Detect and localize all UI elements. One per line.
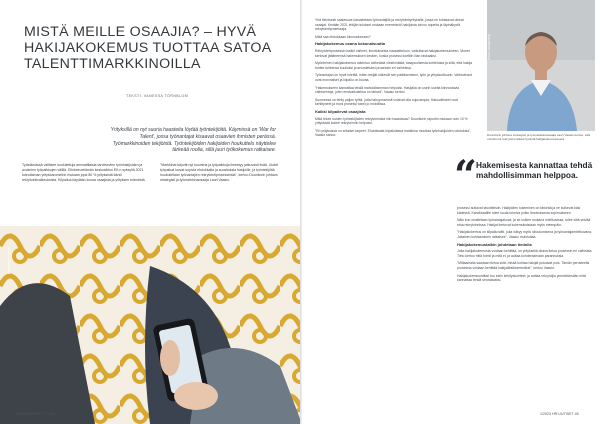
body-paragraph: Myönteinen hakijakokemus rakentuu selkeästä viestinnästä, tasapuolisesta kohtelusta ja siitä, että hakija tuntee tulleensa kuulluksi ja arvostetuksi prosessin eri vaiheissa. [315, 61, 473, 70]
body-paragraph: Rekrytointiprosessin kaikki vaiheet, ilmoituksesta haastatteluun, vaikuttavat hakijakokemukseen. Monet kertovat jättäneensä hakemuksen kesken, koska prosessi koettiin liian raskaaksi. [315, 48, 470, 58]
article-column-1 [315, 18, 475, 141]
portrait-side-label-text: KUVA: DUUNITORI [487, 33, 491, 60]
article-column-2 [457, 206, 593, 286]
footer-right: 1/2023 HR·UUTISET 45 [540, 412, 579, 416]
byline: TEKSTI: VANESSA TÖRNBLOM [126, 94, 188, 98]
body-paragraph: Hakijakokemusmittari tuo esiin kehityskohteet, ja auttaa rekrytoijia ymmärtämään mitä kannattaa tehdä seuraavaksi. [457, 273, 586, 283]
photo-side-label-text: LEIRIKAARI · KUVA [7, 246, 11, 274]
article-title: MISTÄ MEILLE OSAAJIA? – HYVÄ HAKIJAKOKEMUS TUOTTAA SATOA TALENTTIMARKKINOILLA [24, 23, 271, 72]
subheading: Hakijakokemus osana kokonaisuutta [315, 41, 386, 47]
body-paragraph: Yhä tietoisesti saatavuus kasvatetaan työnantajille ja rekrytointiyrityksille, jossa ne kohtaavat oikeat osaajat. Kevään 2021 tekijän tulokset mukaan enemmistö hakijoista toivoo nopeita ja läpinäkyviä rekrytointiprosesseja. [315, 18, 464, 32]
body-paragraph: Jotta hakijakokemusta voidaan kehittää, on yrityksellä oltava tietoa prosessin eri vaiheista. Tieto kertoo mitä toimii ja mitä ei, ja auttaa kohdentamaan parannuksia. [457, 249, 593, 258]
body-paragraph: Suomessa on tehty paljon työtä, jotta hakuprosessit voisivat olla sujuvampia. Hakuvälineet ovat kehittyneet ja moni prosessi toimii jo mobiilissa. [315, 97, 458, 107]
body-paragraph: prosessi auttavat tavoitteisiin. Hakijoiden tukeminen on tärkeää ja ne kulkevat käsi kädessä. Kandidaatille tulee luoda toimiva polku ilmoituksesta sopimukseen. [457, 206, 581, 215]
body-paragraph: "Eri yrityksissä on erilaiset tarpeet. Ehdokkaita kilpailuttava markkina muuttaa työnhakijoiden odotuksia", Vaasio sanoo. [315, 128, 472, 138]
footer-left: 46 HR·UUTISET 1/2023 [16, 412, 55, 416]
subheading: Kaikki kilpailevat osaajista [315, 108, 366, 114]
portrait-side-label [486, 10, 492, 60]
ingress-left: Työelämässä vallitsee koulutettuja ammattilaisia tarvitsevien työnhakijoiden ja avoimien työpaikkojen välillä. Elinkeinoelämän keskusliiton EK:n syksyllä 2021 toteuttaman yritysbarometrin mukaan jopa 80 % yrityksistä kärsii rekrytointivaikeuksista. Kilpailua käydään kovaa osaajista ja yrityksen brändistä. [22, 163, 146, 182]
body-paragraph: "Mittaamalla saadaan tietoa siitä, missä kohtaa hakijat putoavat pois. Tämän perusteella prosessia voidaan kehittää hakijalähtöisemmäksi", kertoo Vaasio. [457, 261, 590, 270]
body-paragraph: Työnantajan on hyvä miettiä, miten tekijät näkevät sen palkitsemisen, työn ja yrityskulttuurin. Vaihtoehdot ovat moninaiset ja kilpailu on kovaa. [315, 73, 473, 82]
body-paragraph: "Hakijakokemus on kilpailuvaltti, joka näkyy myös sitoutumisena ja työnantajamielikuvana. Jokainen kohtaaminen ratkaisee", Vaasio muistuttaa. [457, 230, 593, 239]
feature-photo [0, 226, 302, 424]
ingress-right: "Markkinat käyvät nyt kuumina ja työpaikkoja ilmestyy jatkuvasti lisää. Uudet työpaikat luovat sopivia ehdokkaita ja suosituksia hakijoille, ja työntekijöitä houkutellaan työnantajien rekrytointiprosesseista", kertoo Duunitorin johtava strategisti ja työmarkkinaosaaja Lauri Vaasio. [160, 163, 279, 182]
body-paragraph: Mikä tekee uusien työntekijöiden rekrytoinnista niin haastavaa? Duunitorin raportin mukaan noin 10 % yrityksistä kokee rekrytoinnin helpoksi. [315, 116, 468, 126]
portrait-photo [487, 0, 595, 131]
portrait-caption: Duunitorin johtava strategisti ja työmarkkinaosaaja Lauri Vaasio kertoo, että onnistunut rekrytointi alkaa hyvästä hakijakokemuksesta. [487, 133, 591, 142]
body-paragraph: Mikä saa ehdokkaan kiinnostumaan? [315, 34, 371, 39]
body-paragraph: Näin kun oivalletaan työnantajakuva, ja se kulkee mukana mielikuvissa, tulee siitä selvää etua rekrytoinnissa. Hakijat kertovat kokemuksistaan myös eteenpäin. [457, 218, 591, 227]
body-paragraph: "Hakemukseen kannattaa tehdä mahdollisimman helpoksi. Hakijalla on usein useita kiinnostavia vaihtoehtoja, joten ensivaikutelma on tärkeä", Vaasio kertoo. [315, 85, 460, 95]
lead-paragraph: Yrityksillä on nyt suuria haasteita löytää työntekijöitä. Käymissä on 'War for Talent', jossa työnantajat kisaavat osaavien ihmisten perässä. Työmarkkinoiden tekijöistä. Työntekijöiden hakijoiden houkuttelu näyttelee tärkeää roolia, sillä juuri työkokemus ratkaisee. [110, 127, 276, 154]
pull-quote-text: Hakemisesta kannattaa tehdä mahdollisimman helppoa. [476, 160, 593, 180]
photo-illustration [0, 226, 302, 424]
subheading: Hakijakokemustaikin johdetaan tiedolla [457, 241, 532, 247]
quote-mark-icon: “ [454, 152, 478, 199]
photo-side-label [6, 234, 12, 274]
portrait-illustration [487, 0, 595, 131]
